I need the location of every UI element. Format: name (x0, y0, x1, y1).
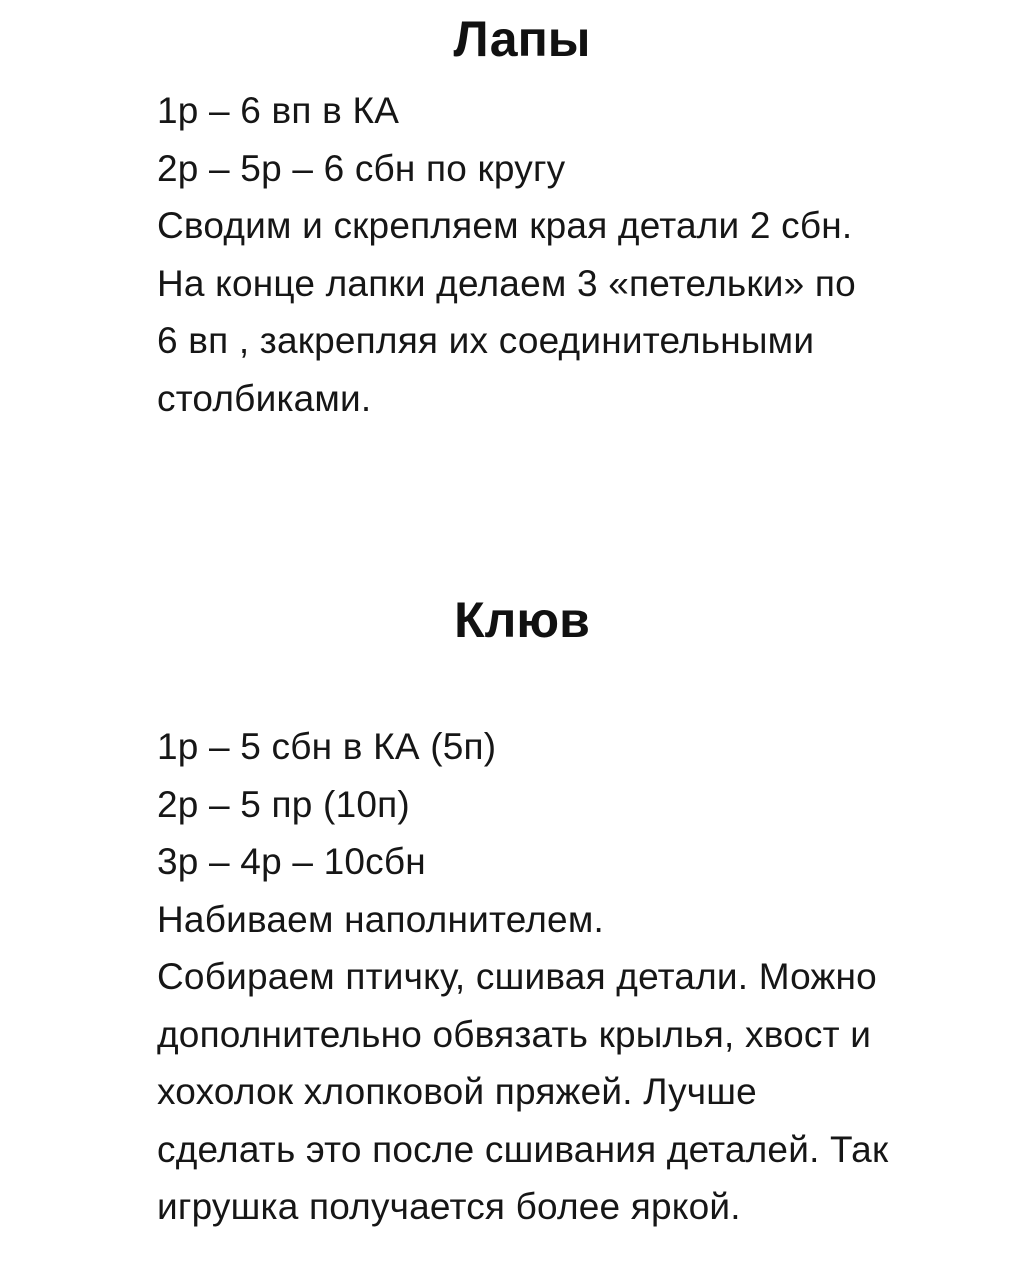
beak-line-7: хохолок хлопковой пряжей. Лучше (157, 1071, 757, 1112)
beak-line-9: игрушка получается более яркой. (157, 1186, 741, 1227)
paws-line-6: столбиками. (157, 377, 372, 419)
section-title-paws: Лапы (453, 11, 591, 67)
beak-line-3: 3р – 4р – 10сбн (157, 841, 426, 882)
paws-line-4: На конце лапки делаем 3 «петельки» по (157, 262, 856, 304)
paws-line-1: 1р – 6 вп в КА (157, 90, 400, 131)
beak-line-5: Собираем птичку, сшивая детали. Можно (157, 956, 877, 997)
section-title-beak: Клюв (454, 592, 590, 648)
paws-instructions (157, 82, 1017, 427)
beak-line-2: 2р – 5 пр (10п) (157, 783, 410, 825)
beak-line-1: 1р – 5 сбн в КА (5п) (157, 726, 497, 767)
beak-line-4: Набиваем наполнителем. (157, 898, 604, 940)
beak-line-8: сделать это после сшивания деталей. Так (157, 1128, 889, 1170)
paws-line-5: 6 вп , закрепляя их соединительными (157, 320, 815, 361)
beak-instructions (157, 718, 1017, 1236)
paws-line-3: Сводим и скрепляем края детали 2 сбн. (157, 205, 853, 246)
beak-line-6: дополнительно обвязать крылья, хвост и (157, 1013, 872, 1055)
paws-line-2: 2р – 5р – 6 сбн по кругу (157, 147, 566, 189)
